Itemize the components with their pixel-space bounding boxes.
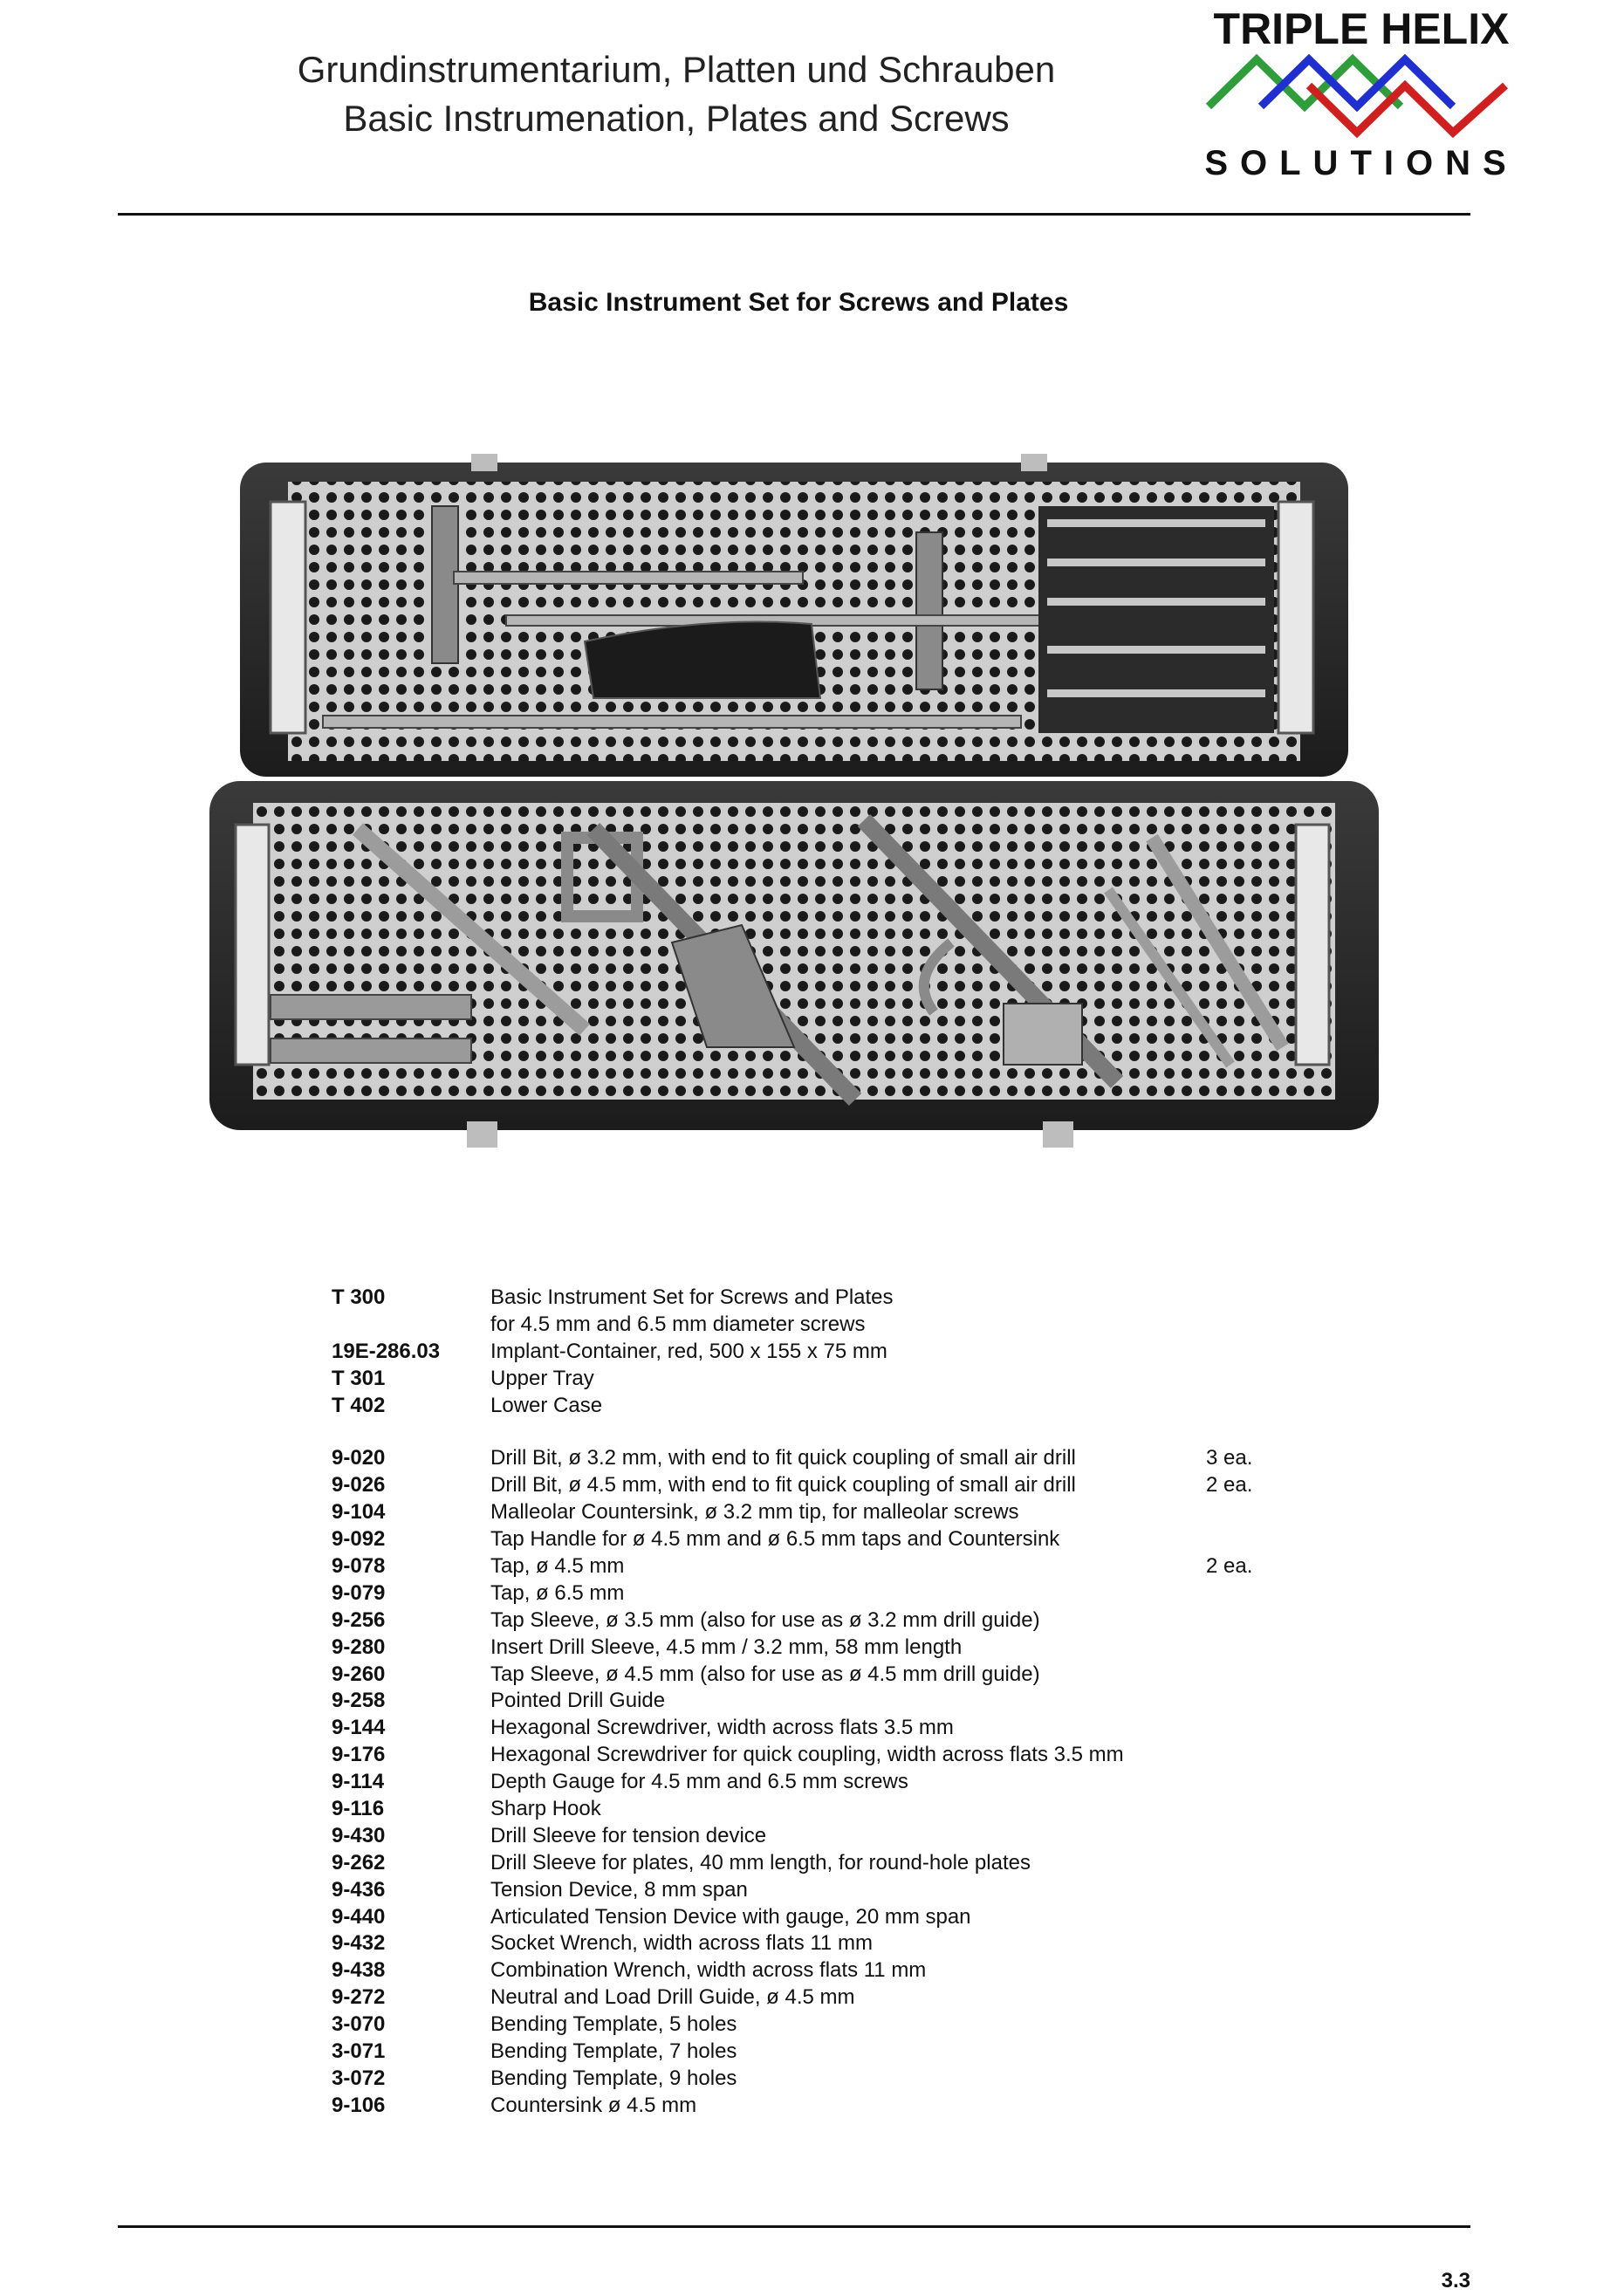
item-description: Basic Instrument Set for Screws and Plates [490,1285,894,1309]
item-code: 9-026 [332,1473,386,1498]
item-quantity [1206,1850,1311,1877]
item-description: Depth Gauge for 4.5 mm and 6.5 mm screws [490,1770,908,1794]
item-description: Combination Wrench, width across flats 11 mm [490,1958,927,1983]
item-code: 9-114 [332,1770,385,1794]
item-quantity [1206,1580,1311,1607]
item-code: T 300 [332,1285,386,1309]
item-quantity [1206,1715,1311,1742]
list-item [332,1769,1379,1796]
item-description: Bending Template, 5 holes [490,2012,737,2037]
item-code: 9-256 [332,1607,386,1632]
item-quantity [1206,1877,1311,1904]
item-quantity [1206,1930,1311,1957]
item-description: Drill Sleeve for tension device [490,1823,767,1847]
item-code: 9-272 [332,1985,386,2010]
list-item [332,1499,1379,1526]
item-description: Tap Sleeve, ø 3.5 mm (also for use as ø 3.2 mm drill guide) [490,1607,1040,1632]
item-description: Drill Bit, ø 3.2 mm, with end to fit quick coupling of small air drill [490,1446,1076,1470]
item-code: 9-260 [332,1662,386,1686]
header-title-german: Grundinstrumentarium, Platten und Schrauben [297,49,1056,90]
list-item [332,1742,1379,1769]
header-title-english: Basic Instrumenation, Plates and Screws [343,98,1010,139]
item-code: 9-262 [332,1850,386,1874]
item-code: 3-072 [332,2066,386,2090]
item-list [332,1285,1379,2120]
item-code: 3-071 [332,2039,386,2064]
item-description: Tap Sleeve, ø 4.5 mm (also for use as ø 4.5 mm drill guide) [490,1662,1040,1686]
item-quantity [1206,1904,1311,1931]
list-item [332,1580,1379,1607]
list-item [332,1662,1379,1689]
section-title: Basic Instrument Set for Screws and Plates [528,288,1069,317]
list-item [332,1445,1379,1472]
logo-line-1: TRIPLE HELIX [1213,4,1510,53]
list-item [332,1877,1379,1904]
item-description: Socket Wrench, width across flats 11 mm [490,1931,873,1956]
page-header-title [218,45,1134,143]
list-item [332,2039,1379,2066]
list-item [332,2066,1379,2093]
list-item [332,1607,1379,1635]
set-row [332,1393,1379,1420]
item-description: Sharp Hook [490,1797,601,1821]
item-quantity [1206,1607,1311,1635]
item-quantity [1206,1984,1311,2012]
item-quantity [1206,2039,1311,2066]
set-row [332,1339,1379,1366]
item-code: 9-079 [332,1580,386,1605]
item-quantity [1206,1742,1311,1769]
item-quantity [1206,1769,1311,1796]
item-description: Articulated Tension Device with gauge, 20 mm span [490,1904,971,1929]
item-quantity [1206,1796,1311,1823]
item-quantity [1206,1823,1311,1850]
item-quantity [1206,1688,1311,1715]
item-code: 9-438 [332,1958,386,1983]
item-code: 9-258 [332,1689,386,1713]
item-code [332,1312,490,1339]
item-code: 9-432 [332,1931,386,1956]
list-item [332,1688,1379,1715]
list-item [332,1930,1379,1957]
footer-divider [118,2225,1470,2228]
item-description: Upper Tray [490,1366,594,1390]
item-description: Countersink ø 4.5 mm [490,2093,697,2117]
item-code: 9-092 [332,1527,386,1552]
item-code: 19E-286.03 [332,1339,441,1363]
logo-line-2: SOLUTIONS [1204,144,1518,182]
item-code: 9-116 [332,1797,385,1821]
list-item [332,1635,1379,1662]
item-description: Bending Template, 9 holes [490,2066,737,2090]
list-item [332,1904,1379,1931]
list-item [332,1957,1379,1984]
page-number: 3.3 [1441,2269,1470,2293]
list-item [332,1553,1379,1580]
list-item [332,1796,1379,1823]
company-logo [1196,0,1527,192]
set-row [332,1366,1379,1393]
list-item [332,1984,1379,2012]
item-quantity [1206,2012,1311,2039]
item-description: for 4.5 mm and 6.5 mm diameter screws [490,1312,866,1336]
item-code: 9-144 [332,1716,386,1740]
item-quantity [1206,1662,1311,1689]
set-row [332,1285,1379,1312]
header-divider [118,213,1470,216]
item-description: Insert Drill Sleeve, 4.5 mm / 3.2 mm, 58 mm length [490,1635,963,1659]
item-description: Tap, ø 4.5 mm [490,1554,625,1579]
item-code: 9-440 [332,1904,386,1929]
item-code: 9-176 [332,1743,386,1767]
item-description: Bending Template, 7 holes [490,2039,737,2064]
item-description: Neutral and Load Drill Guide, ø 4.5 mm [490,1985,855,2010]
list-item [332,2093,1379,2120]
list-item [332,1715,1379,1742]
item-description: Tap Handle for ø 4.5 mm and ø 6.5 mm taps and Countersink [490,1527,1060,1552]
item-code: T 301 [332,1366,386,1390]
set-row [332,1312,1379,1339]
item-code: 9-430 [332,1823,386,1847]
item-quantity [1206,1499,1311,1526]
item-description: Drill Sleeve for plates, 40 mm length, for round-hole plates [490,1850,1031,1874]
item-description: Tension Device, 8 mm span [490,1877,748,1902]
list-item [332,1526,1379,1553]
item-code: 3-070 [332,2012,386,2037]
item-quantity [1206,1526,1311,1553]
item-description: Drill Bit, ø 4.5 mm, with end to fit quick coupling of small air drill [490,1473,1076,1498]
helix-wave-icon [1196,52,1527,148]
item-quantity: 2 ea. [1206,1554,1253,1579]
item-description: Tap, ø 6.5 mm [490,1580,625,1605]
item-code: 9-280 [332,1635,386,1659]
item-code: 9-436 [332,1877,386,1902]
instrument-set-photo [183,436,1388,1152]
item-description: Hexagonal Screwdriver, width across flats 3.5 mm [490,1716,954,1740]
item-quantity [1206,1957,1311,1984]
item-description: Lower Case [490,1393,603,1417]
item-quantity [1206,2093,1311,2120]
list-item [332,1823,1379,1850]
item-quantity [1206,2066,1311,2093]
list-item [332,1472,1379,1499]
item-description: Malleolar Countersink, ø 3.2 mm tip, for malleolar screws [490,1500,1019,1525]
list-item [332,2012,1379,2039]
item-quantity: 2 ea. [1206,1473,1253,1498]
item-quantity [1206,1635,1311,1662]
item-code: T 402 [332,1393,386,1417]
item-description: Implant-Container, red, 500 x 155 x 75 mm [490,1339,887,1363]
item-code: 9-078 [332,1554,386,1579]
item-description: Pointed Drill Guide [490,1689,666,1713]
item-description: Hexagonal Screwdriver for quick coupling, width across flats 3.5 mm [490,1743,1124,1767]
item-code: 9-106 [332,2093,386,2117]
list-item [332,1850,1379,1877]
item-code: 9-104 [332,1500,386,1525]
item-code: 9-020 [332,1446,386,1470]
item-quantity: 3 ea. [1206,1446,1253,1470]
